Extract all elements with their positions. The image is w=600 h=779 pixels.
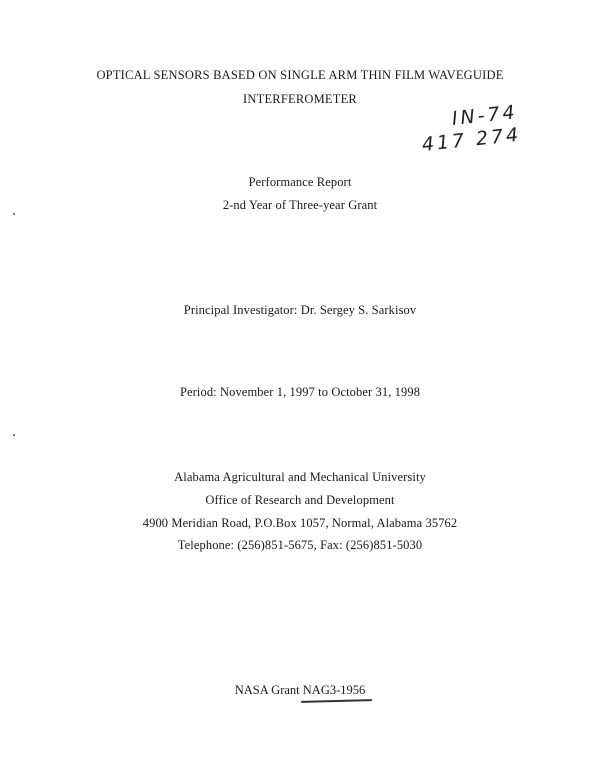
principal-investigator: Principal Investigator: Dr. Sergey S. Sarkisov: [183, 303, 417, 317]
reporting-period: Period: November 1, 1997 to October 31, 1998: [179, 385, 421, 399]
document-title-line-1: OPTICAL SENSORS BASED ON SINGLE ARM THIN FILM WAVEGUIDE: [96, 68, 504, 82]
document-title-line-2: INTERFEROMETER: [243, 92, 357, 106]
handwritten-underline: [301, 699, 372, 703]
handwritten-annotation-line-2: 417 274: [420, 123, 523, 156]
report-year: 2-nd Year of Three-year Grant: [222, 198, 378, 212]
grant-number: NAG3-1956: [302, 683, 366, 697]
grant-line: [0, 683, 600, 698]
grant-number-wrap: [303, 683, 366, 698]
institution-address: 4900 Meridian Road, P.O.Box 1057, Normal, Alabama 35762: [142, 516, 458, 530]
institution-contact: Telephone: (256)851-5675, Fax: (256)851-5030: [177, 538, 423, 552]
scan-speck: [13, 434, 15, 436]
scan-speck: [13, 213, 15, 215]
institution-office: Office of Research and Development: [205, 493, 395, 507]
handwritten-annotation-line-1: IN-74: [450, 101, 519, 130]
report-type: Performance Report: [248, 175, 352, 189]
institution-name: Alabama Agricultural and Mechanical University: [174, 470, 426, 484]
grant-prefix: NASA Grant: [234, 683, 300, 697]
